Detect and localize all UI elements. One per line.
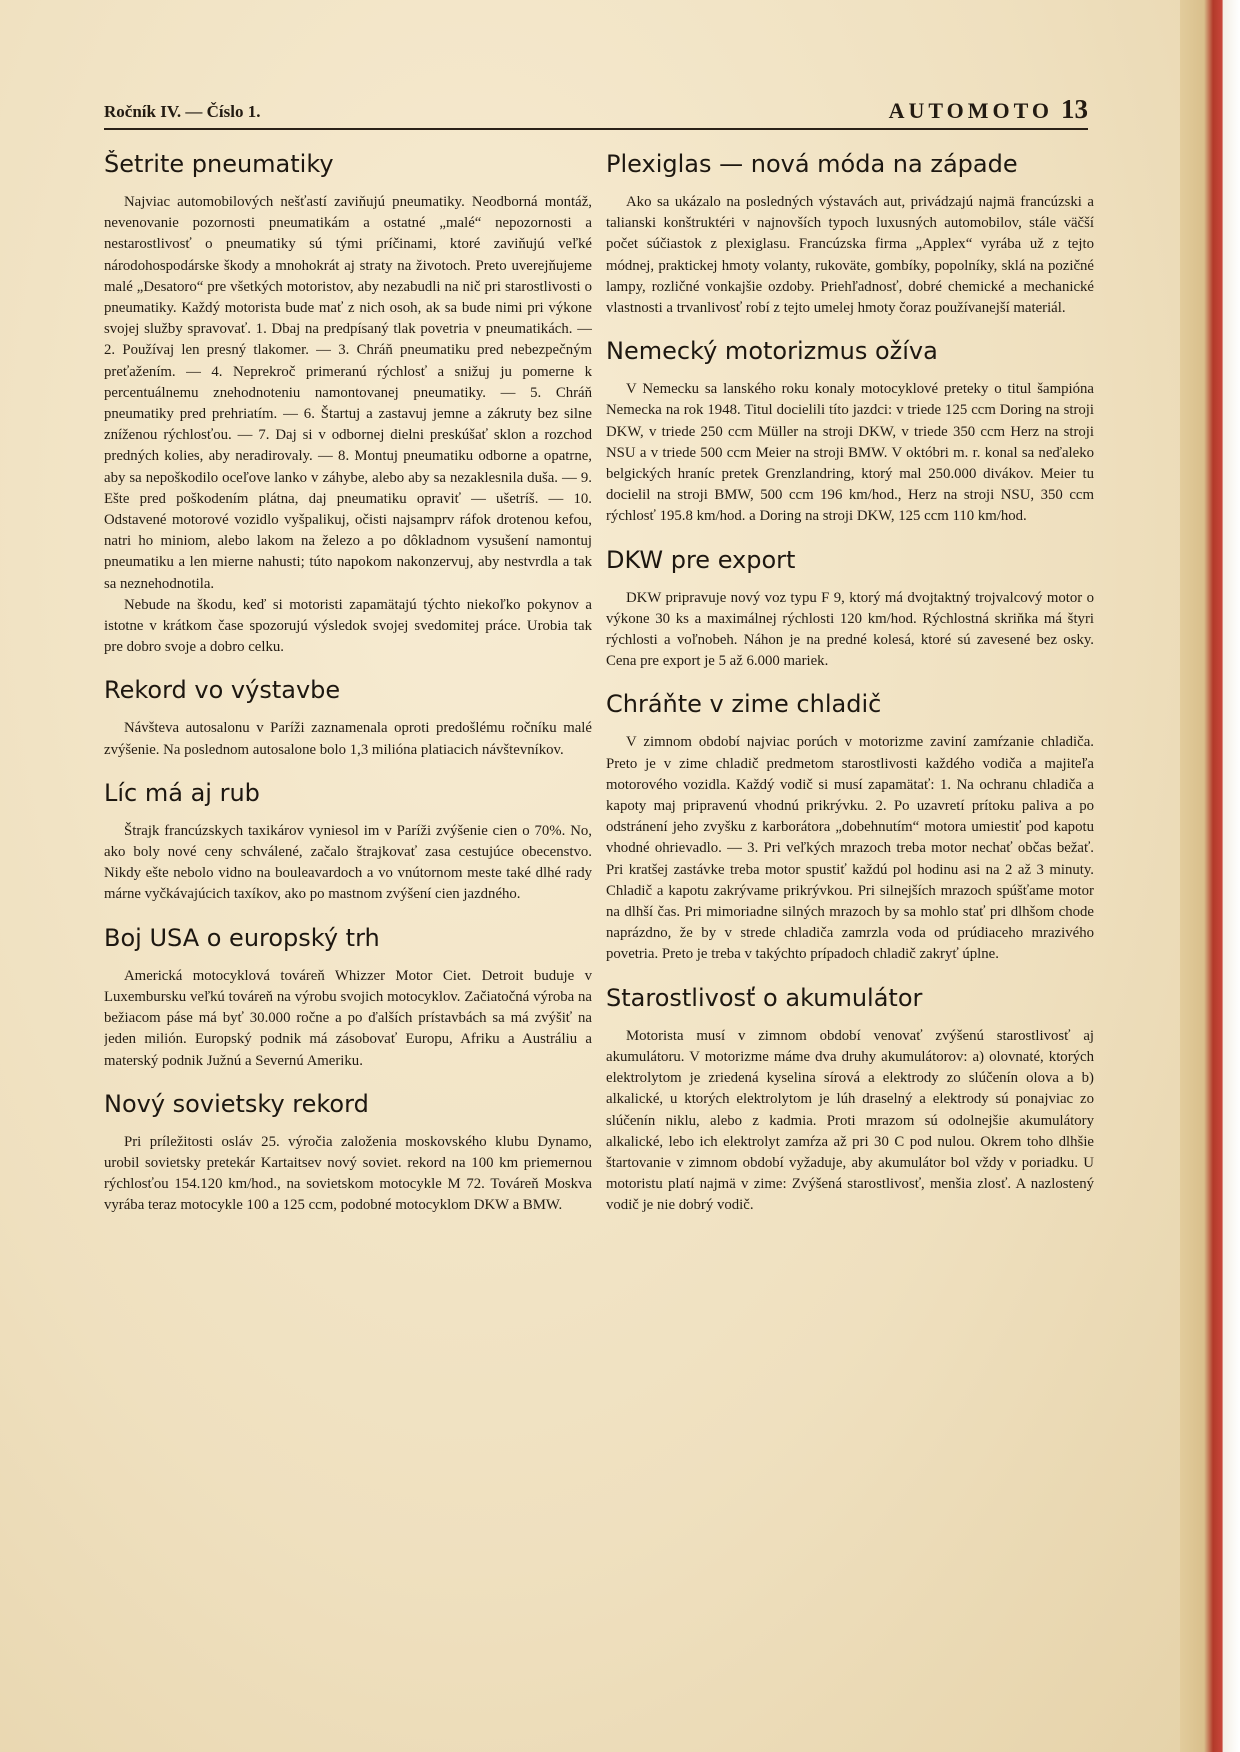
article-paragraph: V zimnom období najviac porúch v motorizme zaviní zamŕzanie chladiča. Preto je v zime chladič predmetom starostlivosti každého vodiča a majiteľa motorového vozidla. Každý vodič si musí zapamätať: 1. Na ochranu chladiča a kapoty maj pripravenú vhodnú prikrývku. 2. Po uzavretí prítoku paliva a po odstránení jeho zvyšku z karborátora „dobehnutím“ motora umiestiť pod kapotu vhodné ohrievadlo. — 3. Pri veľkých mrazoch treba motor nechať občas bežať. Pri kratšej zastávke treba motor spustiť každú pol hodinu asi na 2 až 3 minuty. Chladič a kapotu zakrývame prikrývkou. Pri silnejších mrazoch spúšťame motor na dlhší čas. Pri mimoriadne silných mrazoch by sa mohlo stať pri dlhšom chode naprázdno, že by v strede chladiča zamrzla voda od prúdiaceho mrazivého povetria. Preto je treba v takýchto prípadoch chladič zakryť úplne. — [606, 734, 1094, 963]
magazine-title-block — [889, 94, 1088, 125]
article-paragraph: Motorista musí v zimnom období venovať zvýšenú starostlivosť aj akumulátoru. V motorizme máme dva druhy akumulátorov: a) olovnaté, ktorých elektrolytom je zriedená kyselina sírová a elektrody zo slúčenín olova a b) alkalické, u ktorých elektrolytom je lúh draselný a elektrody sú ponajviac zo slúčenín niklu, alebo z kadmia. Proti mrazom sú odolnejšie akumulátory alkalické, lebo ich elektrolyt zamŕza až pri 30 C pod nulou. Okrem toho dlhšie štartovanie v zimnom období vyžaduje, aby akumulátor bol vždy v poriadku. U motoristu platí najmä v zime: Zvýšená starostlivosť, menšia zlosť. A nazlostený vodič je nie dobrý vodič. — [606, 1027, 1094, 1214]
article-lic-ma-aj-rub — [104, 779, 592, 906]
article-paragraph: Návšteva autosalonu v Paríži zaznamenala oproti predošlému ročníku malé zvýšenie. Na poslednom autosalone bolo 1,3 milióna platiacich návštevníkov. — [104, 720, 592, 758]
article-title: DKW pre export — [606, 545, 796, 574]
article-chladic — [606, 690, 1094, 965]
page-header — [104, 94, 1088, 130]
left-column — [104, 150, 592, 1600]
article-paragraph: Ako sa ukázalo na posledných výstavách aut, privádzajú najmä francúzski a talianski konštruktéri v najnovších typoch luxusných automobilov, stále väčší počet súčiastok z plexiglasu. Francúzska firma „Applex“ vyrába už z tejto módnej, praktickej hmoty volanty, rukoväte, gombíky, popolníky, sklá na pozičné lampy, rozličné vonkajšie ozdoby. Priehľadnosť, dobré chemické a mechanické vlastnosti a trvanlivosť robí z tejto umelej hmoty čoraz používanejší materiál. — [606, 194, 1094, 317]
article-title: Šetrite pneumatiky — [104, 150, 334, 178]
article-title: Chráňte v zime chladič — [606, 690, 882, 719]
article-title: Boj USA o europský trh — [104, 923, 380, 952]
article-rekord-vo-vystavbe — [104, 676, 592, 760]
right-column — [606, 150, 1094, 1600]
article-paragraph: Nebude na škodu, keď si motoristi zapamätajú týchto niekoľko pokynov a istotne v krátkom čase spozorujú výsledok svojej svedomitej práce. Urobia tak pre dobro svoje a dobro celku. — [104, 596, 592, 656]
article-title: Plexiglas — nová móda na západe — [606, 150, 1018, 178]
issue-label: Ročník IV. — Číslo 1. — [104, 102, 261, 121]
article-dkw-pre-export — [606, 546, 1094, 673]
article-paragraph: Štrajk francúzskych taxikárov vyniesol im v Paríži zvýšenie cien o 70%. No, ako boly nové ceny schválené, začalo štrajkovať zasa cestujúce obecenstvo. Nikdy ešte nebolo vidno na bouleavardoch a vo vnútornom meste také dlhé rady márne vyčkávajúcich taxíkov, ako po mastnom zvýšení cien jazdného. — [104, 822, 592, 903]
article-novy-sovietsky-rekord — [104, 1090, 592, 1217]
magazine-name: AUTOMOTO — [888, 98, 1053, 123]
article-plexiglas — [606, 150, 1094, 319]
article-title: Líc má aj rub — [104, 778, 260, 807]
page-number: 13 — [1061, 94, 1088, 124]
article-paragraph: Pri príležitosti osláv 25. výročia založenia moskovského klubu Dynamo, urobil sovietsky pretekár Kartaitsev nový soviet. rekord na 100 km priemernou rýchlosťou 154.120 km/hod., na sovietskom motocykle M 72. Továreň Moskva vyrába teraz motocykle 100 a 125 ccm, podobné motocyklom DKW a BMW. — [104, 1133, 592, 1214]
article-paragraph: V Nemecku sa lanského roku konaly motocyklové preteky o titul šampióna Nemecka na rok 1948. Titul docielili títo jazdci: v triede 125 ccm Doring na stroji DKW, v triede 250 ccm Müller na stroji DKW, v triede 350 ccm Herz na stroji NSU a v triede 500 ccm Meier na stroji BMW. V októbri m. r. konal sa neďaleko belgických hraníc pretek Grenzlandring, ktorý mal 250.000 divákov. Meier tu docielil na stroji BMW, 500 ccm 196 km/hod., Herz na stroji NSU, 350 ccm rýchlosť 195.8 km/hod. a Doring na stroji DKW, 125 ccm 110 km/hod. — [606, 381, 1094, 525]
article-title: Rekord vo výstavbe — [104, 676, 341, 705]
article-boj-usa — [104, 924, 592, 1072]
article-paragraph: Americká motocyklová továreň Whizzer Motor Ciet. Detroit buduje v Luxembursku veľkú továreň na výrobu svojich motocyklov. Začiatočná výroba na bežiacom páse má byť 30.000 ročne a po ďalších prístavbách sa má zvýšiť na jeden milión. Europský podnik má zásobovať Europu, Afriku a Austráliu a materský podnik Južnú a Severnú Ameriku. — [104, 967, 592, 1069]
page-edge — [1180, 0, 1240, 1752]
article-nemecky-motorizmus — [606, 337, 1094, 527]
article-title: Nový sovietsky rekord — [104, 1089, 369, 1118]
article-akumulator — [606, 984, 1094, 1217]
article-setrite-pneumatiky — [104, 150, 592, 658]
article-title: Starostlivosť o akumulátor — [606, 983, 923, 1012]
article-paragraph: Najviac automobilových nešťastí zaviňujú pneumatiky. Neodborná montáž, nevenovanie pozornosti pneumatikám a ostatné „malé“ nepozornosti a nestarostlivosť o pneumatiky sú tými príčinami, ktoré zaviňujú veľké národohospodárske škody a mnohokrát aj straty na životoch. Preto uverejňujeme malé „Desatoro“ pre všetkých motoristov, aby nezabudli na nič pri starostlivosti o pneumatiky. Každý motorista bude mať z nich osoh, ak sa bude nimi pri výkone svojej služby spravovať. 1. Dbaj na predpísaný tlak povetria v pneumatikách. — 2. Používaj len presný tlakomer. — 3. Chráň pneumatiku pred nebezpečným preťažením. — 4. Neprekroč primeranú rýchlosť a snižuj ju pomerne k percentuálnemu znehodnoteniu namontovanej pneumatiky. — 5. Chráň pneumatiky pred prehriatím. — 6. Štartuj a zastavuj jemne a zákruty bez silne zníženou rýchlosťou. — 7. Daj si v odbornej dielni preskúšať sklon a rozchod predných kolies, aby neradirovaly. — 8. Montuj pneumatiku odborne a opatrne, aby sa nepoškodilo oceľove lanko v záhybe, alebo aby sa nezaklesnila duša. — 9. Ešte pred poškodením plátna, daj pneumatiku opraviť — ušetríš. — 10. Odstavené motorové vozidlo vyšpalikuj, očisti najsamprv ráfok drotenou kefou, natri ho miniom, alebo lakom na železo a po dôkladnom vysušení namontuj pneumatiku a len mierne nahusti; túto napokom nakonzervuj, aby nestvrdla a tak sa neznehodnotila. — [104, 194, 592, 592]
article-paragraph: DKW pripravuje nový voz typu F 9, ktorý má dvojtaktný trojvalcový motor o výkone 30 ks a maximálnej rýchlosti 120 km/hod. Rýchlostná skriňka má štyri rýchlosti a voľnobeh. Náhon je na predné kolesá, ktoré sú zavesené bez osky. Cena pre export je 5 až 6.000 mariek. — [606, 589, 1094, 670]
article-title: Nemecký motorizmus ožíva — [606, 337, 938, 366]
